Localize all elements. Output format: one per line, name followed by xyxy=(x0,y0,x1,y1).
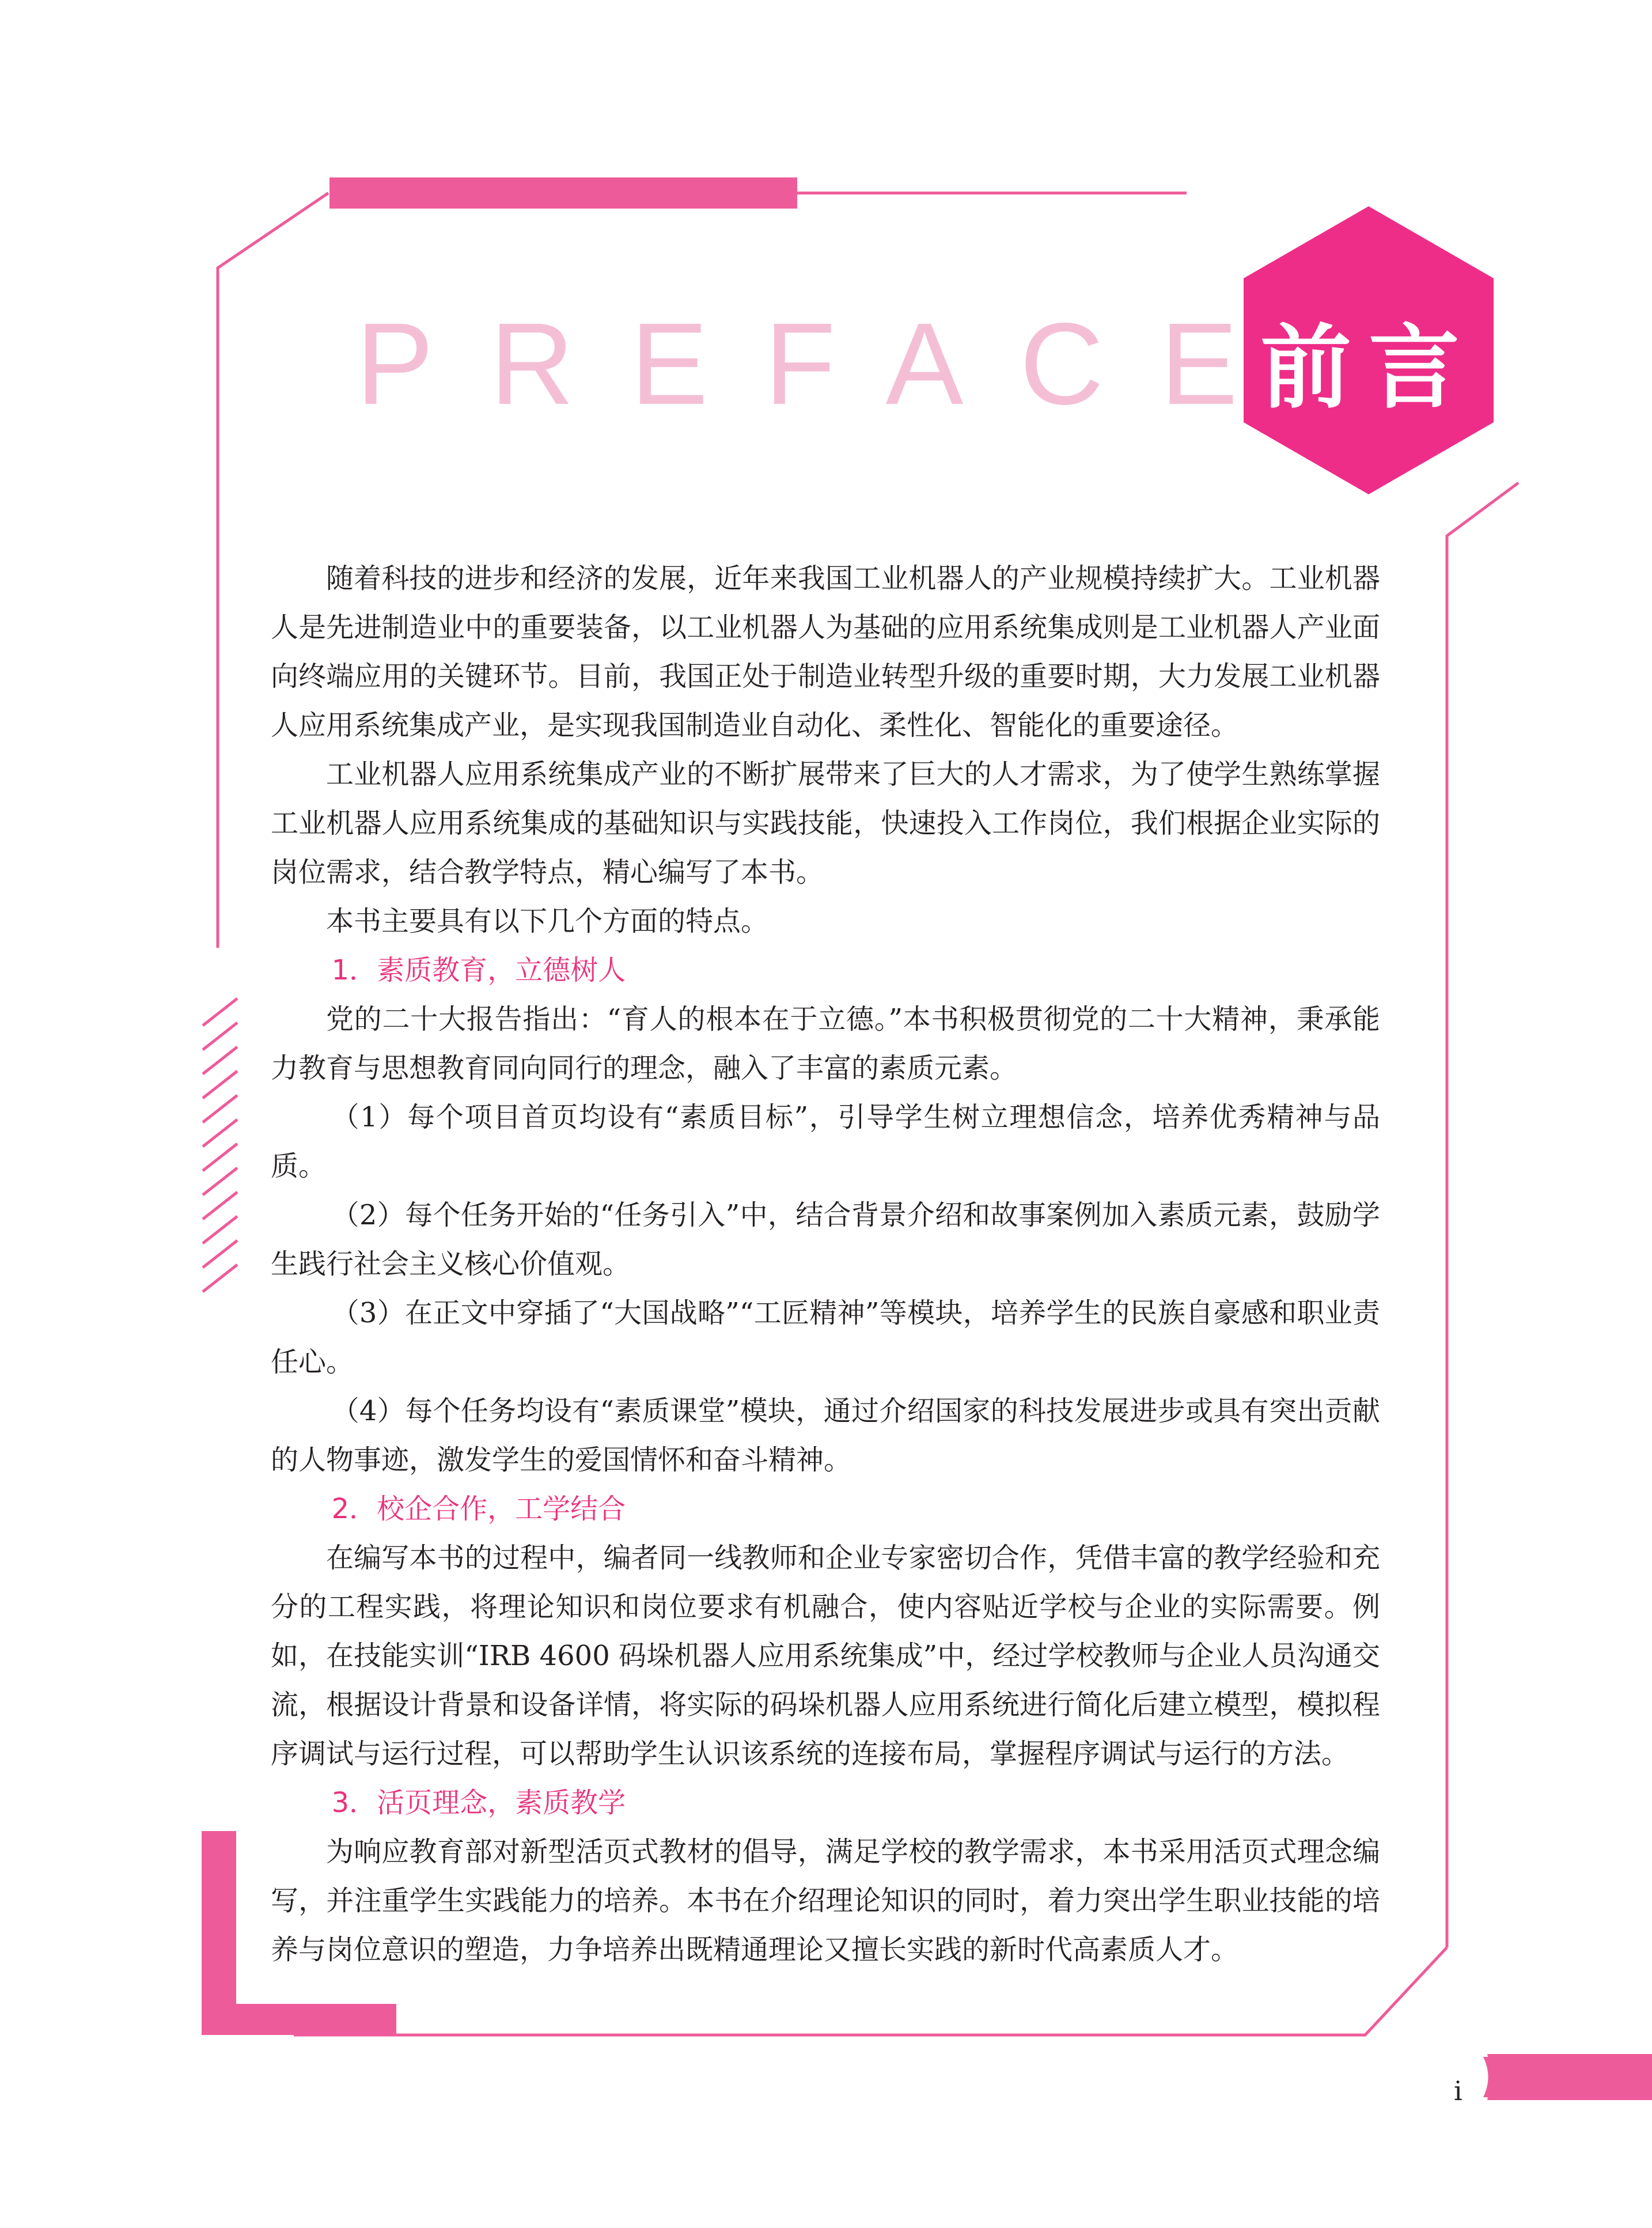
paragraph: 党的二十大报告指出：“育人的根本在于立德。”本书积极贯彻党的二十大精神，秉承能力教育与思想教育同向同行的理念，融入了丰富的素质元素。 xyxy=(271,1003,1380,1084)
list-item: （1）每个项目首页均设有“素质目标”，引导学生树立理想信念，培养优秀精神与品质。 xyxy=(271,1101,1380,1182)
paragraph: 为响应教育部对新型活页式教材的倡导，满足学校的教学需求，本书采用活页式理念编写，并注重学生实践能力的培养。本书在介绍理论知识的同时，着力突出学生职业技能的培养与岗位意识的塑造，力争培养出既精通理论又擅长实践的新时代高素质人才。 xyxy=(271,1836,1380,1966)
frame-right-line xyxy=(1447,483,1518,1947)
paragraph: 工业机器人应用系统集成产业的不断扩展带来了巨大的人才需求，为了使学生熟练掌握工业机器人应用系统集成的基础知识与实践技能，快速投入工作岗位，我们根据企业实际的岗位需求，结合教学特点，精心编写了本书。 xyxy=(271,758,1380,888)
left-hatch-marks xyxy=(203,998,237,1292)
preface-body xyxy=(271,554,1380,1974)
list-item: （2）每个任务开始的“任务引入”中，结合背景介绍和故事案例加入素质元素，鼓励学生践行社会主义核心价值观。 xyxy=(271,1199,1380,1280)
list-item: （4）每个任务均设有“素质课堂”模块，通过介绍国家的科技发展进步或具有突出贡献的人物事迹，激发学生的爱国情怀和奋斗精神。 xyxy=(271,1395,1380,1476)
section-heading: 2．校企合作，工学结合 xyxy=(331,1493,626,1525)
list-item: （3）在正文中穿插了“大国战略”“工匠精神”等模块，培养学生的民族自豪感和职业责任心。 xyxy=(271,1297,1380,1378)
section-heading: 3．活页理念，素质教学 xyxy=(331,1787,626,1819)
preface-heading: PREFACE xyxy=(356,298,1294,429)
top-accent-bar xyxy=(329,177,797,209)
section-heading: 1．素质教育，立德树人 xyxy=(331,954,626,986)
paragraph: 本书主要具有以下几个方面的特点。 xyxy=(326,905,769,937)
chapter-title: 前言 xyxy=(1260,315,1477,421)
page-number: i xyxy=(1454,2075,1462,2106)
paragraph: 在编写本书的过程中，编者同一线教师和企业专家密切合作，凭借丰富的教学经验和充分的工程实践，将理论知识和岗位要求有机融合，使内容贴近学校与企业的实际需要。例如，在技能实训“IRB 4600 码垛机器人应用系统集成”中，经过学校教师与企业人员沟通交流，根据设计背景和设备详情，将实际的码垛机器人应用系统进行简化后建立模型，模拟程序调试与运行过程，可以帮助学生认识该系统的连接布局，掌握程序调试与运行的方法。 xyxy=(271,1542,1380,1770)
paragraph: 随着科技的进步和经济的发展，近年来我国工业机器人的产业规模持续扩大。工业机器人是先进制造业中的重要装备，以工业机器人为基础的应用系统集成则是工业机器人产业面向终端应用的关键环节。目前，我国正处于制造业转型升级的重要时期，大力发展工业机器人应用系统集成产业，是实现我国制造业自动化、柔性化、智能化的重要途径。 xyxy=(271,562,1380,742)
